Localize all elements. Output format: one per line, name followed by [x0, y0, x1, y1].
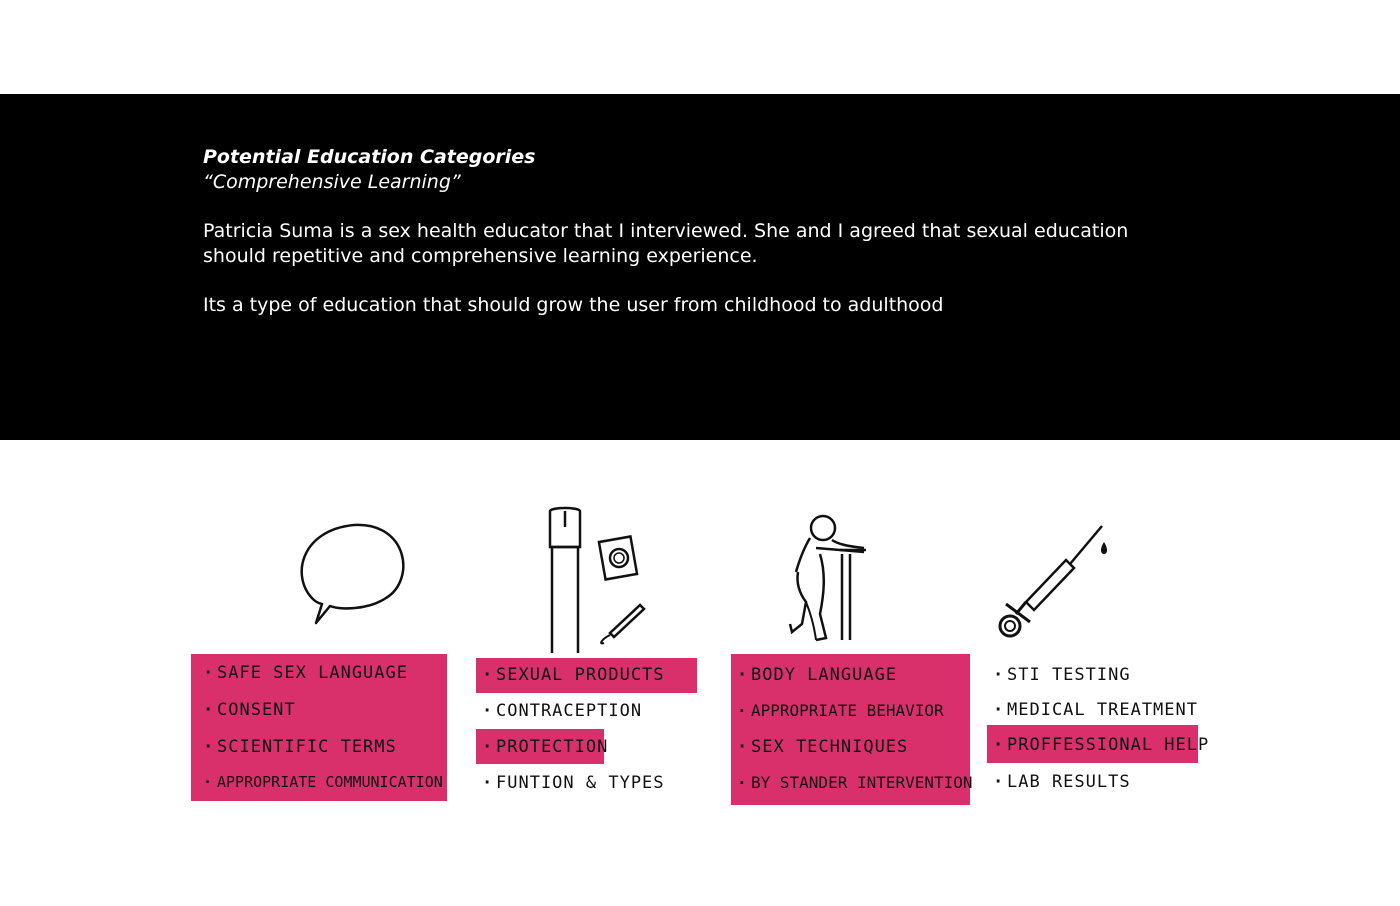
speech-bubble-icon: [296, 522, 414, 630]
list-item: · APPROPRIATE BEHAVIOR: [737, 701, 944, 720]
person-leaning-icon: [780, 514, 876, 648]
list-item: · FUNTION & TYPES: [482, 773, 665, 793]
list-item: · SAFE SEX LANGUAGE: [203, 663, 408, 683]
list-item: · BY STANDER INTERVENTION: [737, 773, 973, 792]
list-item: · SEXUAL PRODUCTS: [482, 665, 665, 685]
header-band: [0, 94, 1400, 440]
header-text: [203, 145, 1203, 342]
products-icon: [540, 505, 652, 659]
list-item: · SCIENTIFIC TERMS: [203, 737, 397, 757]
list-item: · BODY LANGUAGE: [737, 665, 898, 685]
section-subtitle: “Comprehensive Learning”: [203, 171, 461, 193]
intro-paragraph: Patricia Suma is a sex health educator that I interviewed. She and I agreed that sexual education should repetitive and comprehensive learning experience.: [203, 220, 1129, 267]
syringe-icon: [996, 522, 1112, 646]
list-item: · CONTRACEPTION: [482, 701, 643, 721]
list-item: · LAB RESULTS: [993, 772, 1131, 792]
list-item: · STI TESTING: [993, 665, 1131, 685]
list-item: · APPROPRIATE COMMUNICATION: [203, 773, 443, 791]
list-item: · CONSENT: [203, 700, 296, 720]
section-title: Potential Education Categories: [203, 146, 536, 168]
list-item: · MEDICAL TREATMENT: [993, 700, 1198, 720]
list-item: · SEX TECHNIQUES: [737, 737, 909, 757]
list-item: · PROTECTION: [482, 737, 609, 757]
list-item: · PROFFESSIONAL HELP: [993, 735, 1210, 755]
growth-paragraph: Its a type of education that should grow the user from childhood to adulthood: [203, 294, 944, 316]
